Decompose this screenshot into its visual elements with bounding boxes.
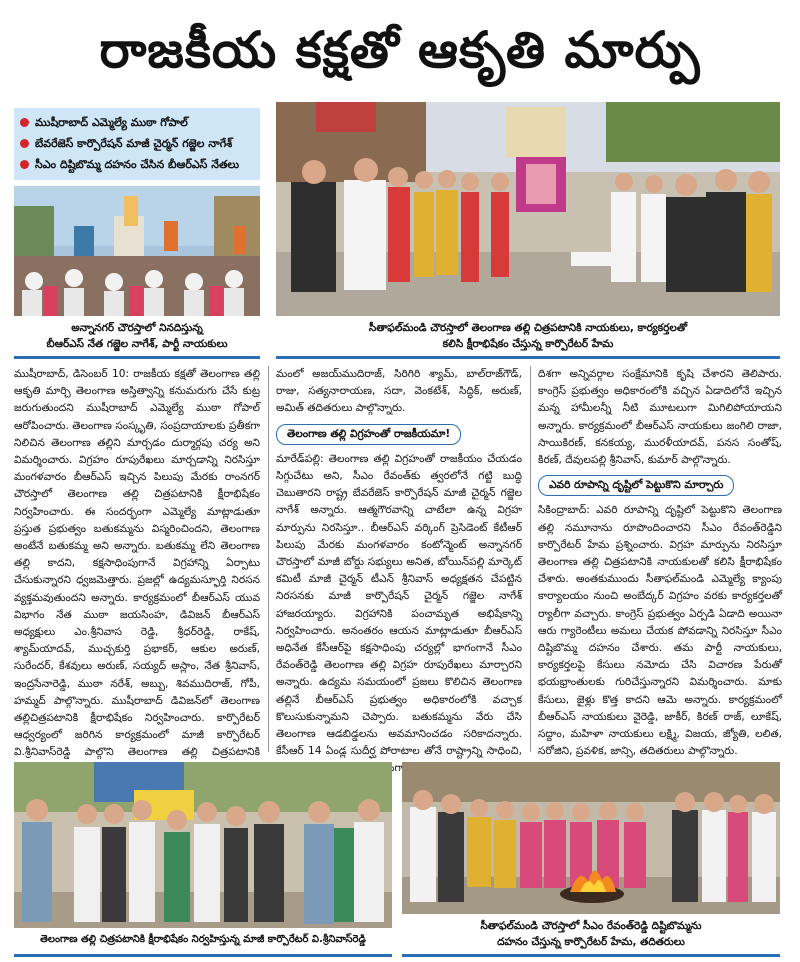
article-paragraph: దిశగా అన్నివర్గాల సంక్షేమానికి కృషి చేశారని తెలిపారు. కాంగ్రెస్ ప్రభుత్వం అధికారంలోకి వచ్చిన ఏడాదిలోనే ఇచ్చిన మన్న హామీలన్నీ నీటి మూటలుగా మిగిలిపోయాయని అన్నారు. కార్యక్రమంలో బీఆర్ఎస్ నాయకులు జంగిలి రాజా, సాయికిరణ్, కనకయ్య, మురళీయాదవ్, పనస సంతోష్, కిరణ్, దేవులపల్లి శ్రీనివాస్, కుమార్ పాల్గొన్నారు. [538, 368, 782, 467]
photo-annanagar-protest [14, 186, 260, 316]
highlight-item [20, 133, 254, 154]
photo-seethaphalmandi-abhishekam [276, 102, 780, 316]
column-divider [268, 366, 269, 752]
caption-photo4 [402, 918, 780, 950]
caption-line: తెలంగాణ తల్లి చిత్రపటానికి క్షీరాభిషేకం నిర్వహిస్తున్న మాజీ కార్పొరేటర్ వి.శ్రీనివాస్‌రెడ్డి [40, 934, 366, 945]
caption-line: సీతాఫల్‌మండి చౌరస్తాలో సీఎం రేవంత్‌రెడ్డి దిష్టిబొమ్మను [480, 920, 702, 932]
highlight-text: బేవరేజెస్ కార్పొరేషన్ మాజీ చైర్మన్ గజ్జెల నాగేశ్ [35, 137, 233, 150]
caption-line: బీఆర్ఎస్ నేత గజ్జెల నాగేశ్, పార్టీ నాయకులు [46, 338, 228, 350]
article-column-3 [538, 366, 782, 758]
bullet-icon [20, 118, 29, 127]
article-paragraph: ముషీరాబాద్, డిసెంబర్ 10: రాజకీయ కక్షతో తెలంగాణ తల్లి ఆకృతి మార్చి తెలంగాణ అస్తిత్వాన్ని కనుమరుగు చేసే కుట్ర జరుగుతుందని ముషీరాబాద్ ఎమ్మెల్యే ముఠా గోపాల్ ఆరోపించారు. తెలంగాణ సంస్కృతి, సంప్రదాయాలకు ప్రతీకగా నిలిచిన తెలంగాణ తల్లిని మార్చడం దుర్మార్గపు చర్య అని విమర్శించారు. విగ్రహం రూపురేఖలు మార్చడాన్ని నిరసిస్తూ మంగళవారం బీఆర్ఎస్ ఇచ్చిన పిలుపు మేరకు రాంనగర్ చౌరస్తాలో తెలంగాణ తల్లి చిత్రపటానికి క్షీరాభిషేకం నిర్వహించారు. ఈ సందర్భంగా ఎమ్మెల్యే మాట్లాడుతూ ప్రస్తుత ప్రభుత్వం బతుకమ్మను విస్మరించిందని, తెలంగాణ అంటేనే బతుకమ్మ అని అన్నారు. బతుకమ్మ లేని తెలంగాణ తల్లి కాదని, కక్షసాధింపుగానే విగ్రహాన్ని ఏర్పాటు చేసుకున్నారని ధ్వజమెత్తారు. ప్రజల్లో ఉద్యమస్ఫూర్తి నిరసన వ్యక్తమవుతుందని అన్నారు. కార్యక్రమంలో బీఆర్ఎస్ యువ విభాగం నేత ముఠా జయసింహ, డివిజన్ బీఆర్ఎస్ అధ్యక్షులు ఎం.శ్రీనివాస రెడ్డి, శ్రీధర్‌రెడ్డి, రాకేష్, శ్యామ్‌యాదవ్, ముచ్చకుర్తి ప్రభాకర్, ఆకుల అరుణ్, సురేందర్, కేశవులు అరుణ్, సయ్యద్ అస్లాం, నేత శ్రీనివాస్, ఇంద్రసేనారెడ్డి, ముఠా నరేశ్, అబ్బు, శివముదిరాజ్, గోపీ, హమ్మద్ పాల్గొన్నారు. ముషీరాబాద్ డివిజన్‌లో తెలంగాణ తల్లిచిత్రపటానికి క్షీరాభిషేకం నిర్వహించారు. కార్పొరేటర్ ఆధ్వర్యంలో జరిగిన కార్యక్రమంలో మాజీ కార్పొరేటర్ వి.శ్రీనివాస్‌రెడ్డి పాల్గొని తెలంగాణ తల్లి చిత్రపటానికి [14, 368, 260, 759]
caption-photo2 [276, 320, 780, 352]
article-paragraph: సికింద్రాబాద్: ఎవరి రూపాన్ని దృష్టిలో పెట్టుకొని తెలంగాణ తల్లి నమూనాను రూపొందించారని సీఎం రేవంత్‌రెడ్డిని కార్పొరేటర్ హేమ ప్రశ్నించారు. విగ్రహ మార్పును నిరసిస్తూ తెలంగాణ తల్లి చిత్రపటానికి నాయకులతో కలిసి క్షీరాభిషేకం చేశారు. అంతకుముందు సీతాఫల్‌మండి ఎమ్మెల్యే క్యాంపు కార్యాలయం నుంచి అంబేద్కర్ విగ్రహం వరకు కార్యకర్తలతో ర్యాలీగా వచ్చారు. కాంగ్రెస్ ప్రభుత్వం ఏర్పడి ఏడాది అయినా ఆరు గ్యారెంటీలు అమలు చేయక పోవడాన్ని నిరసిస్తూ సీఎం దిష్టిబొమ్మ దహనం చేశారు. తమ పార్టీ నాయకులు, కార్యకర్తలపై కేసులు నమోదు చేసి విచారణ పేరుతో భయభ్రాంతులకు గురిచేస్తున్నారని విమర్శించారు. మాకు కేసులు, జైళ్లు కొత్త కాదని ఆమె అన్నారు. కార్యక్రమంలో బీఆర్ఎస్ నాయకులు వైరెడ్డి, జాకీర్, కిరణ్ రాజ్, లూకేష్, సద్దాం, మహిళా నాయకులు లక్ష్మి, విజయ, జ్యోతి, లలిత, సరోజిని, ప్రవళిక, జాన్సి, తదితరులు పాల్గొన్నారు. [538, 504, 782, 758]
bullet-icon [20, 139, 29, 148]
bullet-icon [20, 160, 29, 169]
highlight-text: ముషీరాబాద్ ఎమ్మెల్యే ముఠా గోపాల్ [35, 116, 188, 129]
caption-line: సీతాఫల్‌మండి చౌరస్తాలో తెలంగాణ తల్లి చిత్రపటానికి నాయకులు, కార్యకర్తలతో [368, 322, 688, 334]
article-column-2 [276, 366, 522, 775]
caption-divider [14, 356, 260, 359]
photo-srinivasreddy-abhishekam [14, 762, 392, 928]
caption-divider [14, 954, 392, 957]
caption-line: కలిసి క్షీరాభిషేకం చేస్తున్న కార్పొరేటర్ హేమ [442, 338, 614, 350]
caption-divider [402, 954, 780, 957]
subheading: తెలంగాణ తల్లి విగ్రహంతో రాజకీయమా! [276, 424, 461, 445]
column-divider [530, 366, 531, 752]
caption-line: దహనం చేస్తున్న కార్పొరేటర్ హేమ, తదితరులు [497, 936, 685, 948]
photo-effigy-burning [402, 762, 780, 914]
caption-photo1 [14, 320, 260, 352]
caption-photo3 [14, 932, 392, 948]
highlight-text: సీఎం దిష్టిబొమ్మ దహనం చేసిన బీఆర్ఎస్ నేతలు [35, 158, 240, 171]
subheading: ఎవరి రూపాన్ని దృష్టిలో పెట్టుకొని మార్చారు [538, 475, 734, 496]
caption-line: అన్నానగర్ చౌరస్తాలో నినదిస్తున్న [71, 322, 203, 334]
article-paragraph: మంలో అజయ్‌ముదిరాజ్, సిరిగిరి శ్యామ్, బాల్‌రాజ్‌గౌడ్, రాజు, సత్యనారాయణ, సదా, వెంకటేశ్, సిద్ధిక్, అరుణ్, అమిత్ తదితరులు పాల్గొన్నారు. [276, 368, 522, 415]
highlight-item [20, 112, 254, 133]
headline: రాజకీయ కక్షతో ఆకృతి మార్పు [99, 21, 701, 79]
caption-divider [276, 356, 780, 359]
article-column-1 [14, 366, 260, 759]
highlight-item [20, 154, 254, 175]
article-paragraph: మారేడ్‌పల్లి: తెలంగాణ తల్లి విగ్రహంతో రాజకీయం చేయడం సిగ్గుచేటు అని, సీఎం రేవంత్‌కు త్వరలోనే గట్టి బుద్ధి చెబుతారని రాష్ట్ర బేవరేజెస్ కార్పొరేషన్ మాజీ చైర్మన్ గజ్జెల నాగేశ్ అన్నారు. ఆత్మగౌరవాన్ని చాటేలా ఉన్న విగ్రహ మార్పును నిరసిస్తూ.. బీఆర్ఎస్ వర్కింగ్ ప్రెసిడెంట్ కేటీఆర్ పిలుపు మేరకు మంగళవారం కంటోన్మెంట్ అన్నానగర్ చౌరస్తాలో మాజీ బోర్డు సభ్యులు అనిత, బోయిన్‌పల్లి మార్కెట్ కమిటీ మాజీ చైర్మన్ టీఎన్ శ్రీనివాస్ అధ్యక్షతన చేపట్టిన నిరసనకు మాజీ కార్పొరేషన్ చైర్మన్ గజ్జెల నాగేశ్ హాజరయ్యారు. విగ్రహానికి పంచామృత అభిషేకాన్ని నిర్వహించారు. అనంతరం ఆయన మాట్లాడుతూ బీఆర్ఎస్ అధినేత కేసీఆర్‌పై కక్షసాధింపు చర్యల్లో భాగంగానే సీఎం రేవంత్‌రెడ్డి తెలంగాణ తల్లి విగ్రహ రూపురేఖలు మార్చారని అన్నారు. ఉద్యమ సమయంలో ప్రజలు కొలిచిన తెలంగాణ తల్లినే బీఆర్ఎస్ ప్రభుత్వం అధికారంలోకి వచ్చాక కొలుసుకున్నామని చెప్పారు. బతుకమ్మను వేరు చేసి తెలంగాణ ఆడబిడ్డలను అవమానించడం సరికాదన్నారు. కేసీఆర్ 14 ఏండ్ల సుదీర్ఘ పోరాటాల తోనే రాష్ట్రాన్ని సాధించి, బంగారు [276, 452, 522, 775]
highlights-box [14, 108, 260, 180]
